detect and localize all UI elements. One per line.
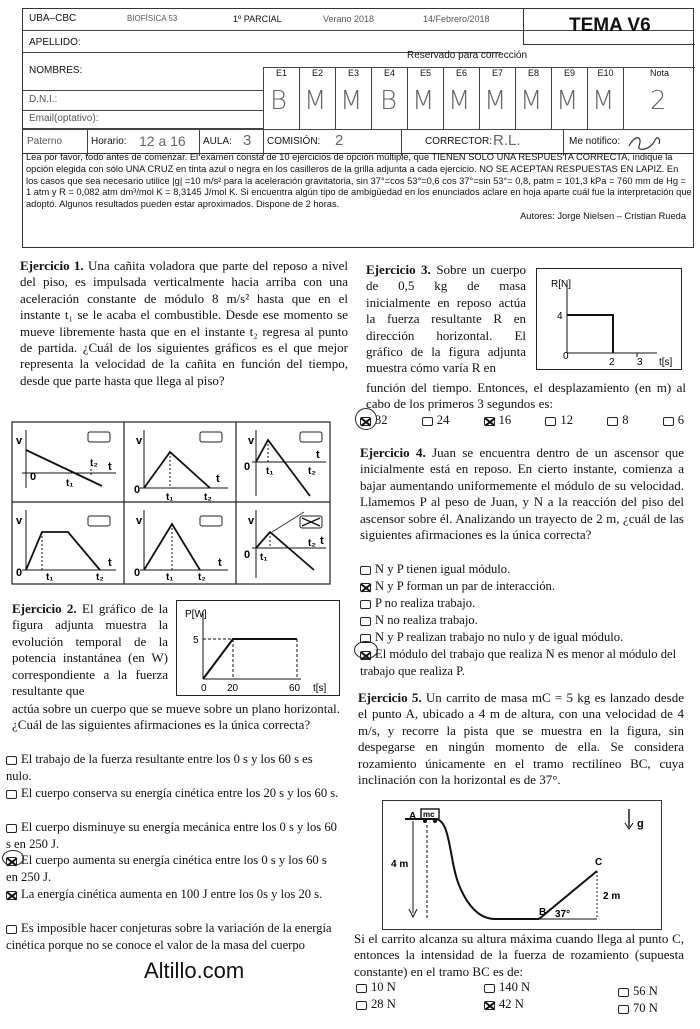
ex3-option[interactable]: 8 <box>607 412 628 429</box>
svg-text:t[s]: t[s] <box>313 683 327 694</box>
ex1-graph-f <box>244 510 326 578</box>
grade-col: E7 M <box>479 68 515 130</box>
svg-text:R[N]: R[N] <box>551 279 571 290</box>
grade-col: E4 B <box>371 68 407 130</box>
svg-text:0: 0 <box>563 351 569 362</box>
svg-text:t₁: t₁ <box>66 478 74 489</box>
grade-col-nota: Nota 2 <box>623 68 695 130</box>
ex2-option[interactable]: El trabajo de la fuerza resultante entre los 0 s y los 60 s es nulo. <box>6 752 313 783</box>
grade-col: E6 M <box>443 68 479 130</box>
parcial-label: 1º PARCIAL <box>233 14 282 24</box>
exam-header <box>22 8 694 154</box>
ex4-option[interactable]: N no realiza trabajo. <box>360 612 684 629</box>
svg-text:t₂: t₂ <box>308 466 316 477</box>
ex1-graph-e <box>134 510 228 583</box>
svg-text:t₁: t₁ <box>166 572 174 583</box>
svg-text:t: t <box>108 557 112 569</box>
ex1-graph-b <box>134 430 228 503</box>
ex1-graph-grid <box>4 420 344 586</box>
svg-text:60: 60 <box>289 683 301 694</box>
ex2-option[interactable]: El cuerpo disminuye su energía mecánica entre los 0 s y los 60 s en 250 J. <box>6 820 337 851</box>
authors: Autores: Jorge Nielsen – Cristian Rueda <box>520 210 686 221</box>
ex5-option[interactable]: 10 N <box>356 979 396 996</box>
ex4-option[interactable]: N y P realizan trabajo no nulo y de igual módulo. <box>360 629 684 646</box>
svg-text:4: 4 <box>557 311 563 322</box>
horario-value: 12 a 16 <box>139 133 186 149</box>
svg-text:0: 0 <box>201 683 207 694</box>
ex5-option[interactable]: 28 N <box>356 996 396 1013</box>
svg-text:g: g <box>637 818 644 830</box>
svg-text:P[W]: P[W] <box>185 609 207 620</box>
email-label: Email(optativo): <box>29 113 99 124</box>
ex3-statement-b: función del tiempo. Entonces, el desplazamiento (en m) al cabo de los primeros 3 segundos es: <box>366 380 686 412</box>
svg-text:t: t <box>316 449 320 461</box>
svg-text:t: t <box>218 557 222 569</box>
svg-text:t: t <box>108 461 112 473</box>
ex3-statement-a: Ejercicio 3. Sobre un cuerpo de 0,5 kg de masa inicialmente en reposo actúa la fuerza resultante R en dirección horizontal. El gráfico de la figura adjunta muestra cómo varía R en <box>366 262 526 376</box>
ex3-chart <box>536 268 682 370</box>
grade-grid <box>263 67 695 129</box>
watermark: Altillo.com <box>144 958 245 983</box>
ex3-option[interactable]: 6 <box>663 412 684 429</box>
svg-text:t₂: t₂ <box>96 572 104 583</box>
svg-text:t₂: t₂ <box>204 492 212 503</box>
ex2-statement-b: actúa sobre un cuerpo que se mueve sobre un plano horizontal. ¿Cuál de las siguientes afirmaciones es la única correcta? <box>12 701 340 733</box>
grade-col: E1 B <box>263 68 299 130</box>
reservado-label: Reservado para corrección <box>407 50 528 61</box>
svg-text:mc: mc <box>423 810 435 819</box>
ex5-option[interactable]: 70 N <box>618 1000 658 1017</box>
ex5-statement: Ejercicio 5. Un carrito de masa mC = 5 kg es lanzado desde el punto A, ubicado a 4 m de altura, con una velocidad de 4 m/s, y recorre la pista que se muestra en la figura, sin despegarse en ningún momento de ella. Se considera rozamiento únicamente en el tramo rectilíneo BC, cuya inclinación con la horizontal es de 37°. <box>358 690 685 788</box>
svg-text:3: 3 <box>637 357 643 368</box>
ex4-option[interactable]: P no realiza trabajo. <box>360 595 684 612</box>
grade-col: E5 M <box>407 68 443 130</box>
svg-text:5: 5 <box>193 635 199 646</box>
subject-label: BIOFÍSICA 53 <box>127 14 178 23</box>
ex2-option[interactable]: La energía cinética aumenta en 100 J entre los 0s y los 20 s. <box>6 886 340 903</box>
ex3-option[interactable]: 12 <box>545 412 573 429</box>
date-label: 14/Febrero/2018 <box>423 14 490 24</box>
ex4-option[interactable]: N y P tienen igual módulo. <box>360 561 684 578</box>
dni-row <box>23 91 263 111</box>
grade-col: E10 M <box>587 68 623 130</box>
svg-text:t: t <box>216 473 220 485</box>
svg-text:0: 0 <box>134 567 141 579</box>
ex4-answer-circle <box>354 641 378 659</box>
ex2-option[interactable]: El cuerpo conserva su energía cinética entre los 20 s y los 60 s. <box>6 785 340 802</box>
nombres-label: NOMBRES: <box>29 65 83 76</box>
ex2-option[interactable]: Es imposible hacer conjeturas sobre la variación de la energía cinética porque no se conoce el valor de la masa del cuerpo <box>6 921 332 952</box>
comision-label: COMISIÓN: <box>267 136 321 147</box>
ex1-statement: Ejercicio 1. Una cañita voladora que parte del reposo a nivel del piso, es impulsada verticalmente hacia arriba con una aceleración constante de módulo 8 m/s² hasta que en el instante t₁ se le acaba el combustible. Desde ese momento se mueve libremente hasta que en el instante t₂ regresa al punto de partida. ¿Cuál de los siguientes gráficos es el que mejor representa la velocidad de la cañita en función del tiempo, desde que parte hasta que llega al piso? <box>20 258 348 388</box>
grade-col: E9 M <box>551 68 587 130</box>
svg-text:t[s]: t[s] <box>659 357 673 368</box>
svg-text:0: 0 <box>134 484 141 496</box>
ex5-option[interactable]: 42 N <box>484 996 524 1013</box>
ex2-statement-a: Ejercicio 2. El gráfico de la figura adjunta muestra la evolución temporal de la potencia instantánea (en W) correspondiente a la fuerza resultante que <box>12 601 169 699</box>
notifico-label: Me notifico: <box>569 136 621 147</box>
svg-text:C: C <box>595 857 603 868</box>
svg-text:0: 0 <box>16 567 23 579</box>
svg-text:t₂: t₂ <box>198 572 206 583</box>
uba-label: UBA–CBC <box>29 13 77 24</box>
ex5-option[interactable]: 140 N <box>484 979 530 996</box>
svg-text:t: t <box>320 535 324 547</box>
svg-text:t₂: t₂ <box>90 458 98 469</box>
comision-value: 2 <box>335 132 344 149</box>
svg-text:2: 2 <box>609 357 615 368</box>
corrector-label: CORRECTOR: <box>425 136 493 147</box>
ex3-options <box>360 412 684 429</box>
apellido-label: APELLIDO: <box>29 37 81 48</box>
svg-text:v: v <box>16 435 23 447</box>
corrector-value: R.L. <box>493 132 521 149</box>
nombres-row <box>23 53 263 91</box>
ex2-answer-circle <box>2 850 24 866</box>
ex1-graph-a <box>16 430 116 489</box>
ex4-statement: Ejercicio 4. Juan se encuentra dentro de un ascensor que inicialmente está en reposo. En cierto instante, comienza a bajar aumentando uniformemente el módulo de su velocidad. Llamemos P al peso de Juan, y N a la reacción del piso del ascensor sobre él. Analizando un trayecto de 2 m, ¿cuál de las siguientes afirmaciones es la única correcta? <box>360 445 685 543</box>
svg-text:0: 0 <box>244 549 251 561</box>
svg-text:37°: 37° <box>555 909 571 920</box>
instructions-box <box>22 148 694 248</box>
svg-text:t₁: t₁ <box>46 572 54 583</box>
grade-col: E3 M <box>335 68 371 130</box>
ex3-option[interactable]: 24 <box>422 412 450 429</box>
svg-text:4 m: 4 m <box>391 859 409 870</box>
svg-text:v: v <box>136 435 143 447</box>
ex5-option[interactable]: 56 N <box>618 983 658 1000</box>
svg-text:v: v <box>136 515 143 527</box>
svg-text:v: v <box>16 515 23 527</box>
svg-text:B: B <box>539 907 547 918</box>
svg-text:v: v <box>248 435 255 447</box>
ex5-statement-b: Si el carrito alcanza su altura máxima cuando llega al punto C, entonces la intensidad de la fuerza de rozamiento (supuesta constante) en el tramo BC es de: <box>354 931 684 979</box>
ex4-option[interactable]: N y P forman un par de interacción. <box>360 578 684 595</box>
svg-text:t₁: t₁ <box>260 552 268 563</box>
aula-value: 3 <box>243 132 252 149</box>
svg-text:2 m: 2 m <box>603 891 621 902</box>
ex3-option[interactable]: 16 <box>484 412 512 429</box>
term-label: Verano 2018 <box>323 14 375 24</box>
grade-col: E8 M <box>515 68 551 130</box>
svg-text:0: 0 <box>30 471 37 483</box>
dni-label: D.N.I.: <box>29 94 58 105</box>
tema-box <box>523 9 695 45</box>
ex1-graphs <box>4 420 344 586</box>
svg-text:20: 20 <box>227 683 239 694</box>
ex3-option[interactable]: 32 <box>360 412 388 429</box>
tema-label: TEMA V6 <box>569 15 651 36</box>
svg-text:v: v <box>248 515 255 527</box>
instructions: Lea por favor, todo antes de comenzar. El examen consta de 10 ejercicios de opción múltiple, que TIENEN SOLO UNA RESPUESTA CORRECTA, indique la opción elegida con sólo UNA CRUZ en tinta azul o negra en los casilleros de la grilla adjunta a cada ejercicio. NO SE ACEPTAN RESPUESTAS EN LAPIZ. En los casos que sea necesario utilice |g| =10 m/s² para la aceleración gravitatoria, sin 37°=cos 53°=0,6 cos 37°=sin 53°= 0,8, patm = 101,3 kPa = 760 mm de Hg = 1 atm y R = 0,082 atm dm³/mol K = 8,3145 J/mol K. Si encuentra algún tipo de ambigüedad en los enunciados aclare en hoja aparte cuál fue la interpretación que adoptó. Algunos resultados pueden estar aproximados. Dispone de 2 horas. Autores: Jorge Nielsen – Cristian Rueda <box>26 152 692 221</box>
ex3-answer-circle <box>355 408 377 430</box>
ex1-graph-c <box>244 430 326 496</box>
aula-label: AULA: <box>203 136 232 147</box>
ex5-figure <box>382 800 662 930</box>
ex2-option[interactable]: El cuerpo aumenta su energía cinética entre los 0 s y los 60 s en 250 J. <box>6 853 327 884</box>
grade-col: E2 M <box>299 68 335 130</box>
svg-text:t₁: t₁ <box>166 492 174 503</box>
email-row <box>23 111 263 129</box>
paterno-label: Paterno <box>27 136 63 147</box>
svg-text:t₂: t₂ <box>308 538 316 549</box>
ex4-option[interactable]: El módulo del trabajo que realiza N es menor al módulo del trabajo que realiza P. <box>360 647 677 678</box>
ex1-graph-d <box>16 510 116 583</box>
horario-label: Horario: <box>91 136 127 147</box>
svg-text:A: A <box>409 811 417 822</box>
ex2-chart <box>176 600 340 696</box>
svg-text:0: 0 <box>244 461 251 473</box>
svg-text:t₁: t₁ <box>266 466 274 477</box>
